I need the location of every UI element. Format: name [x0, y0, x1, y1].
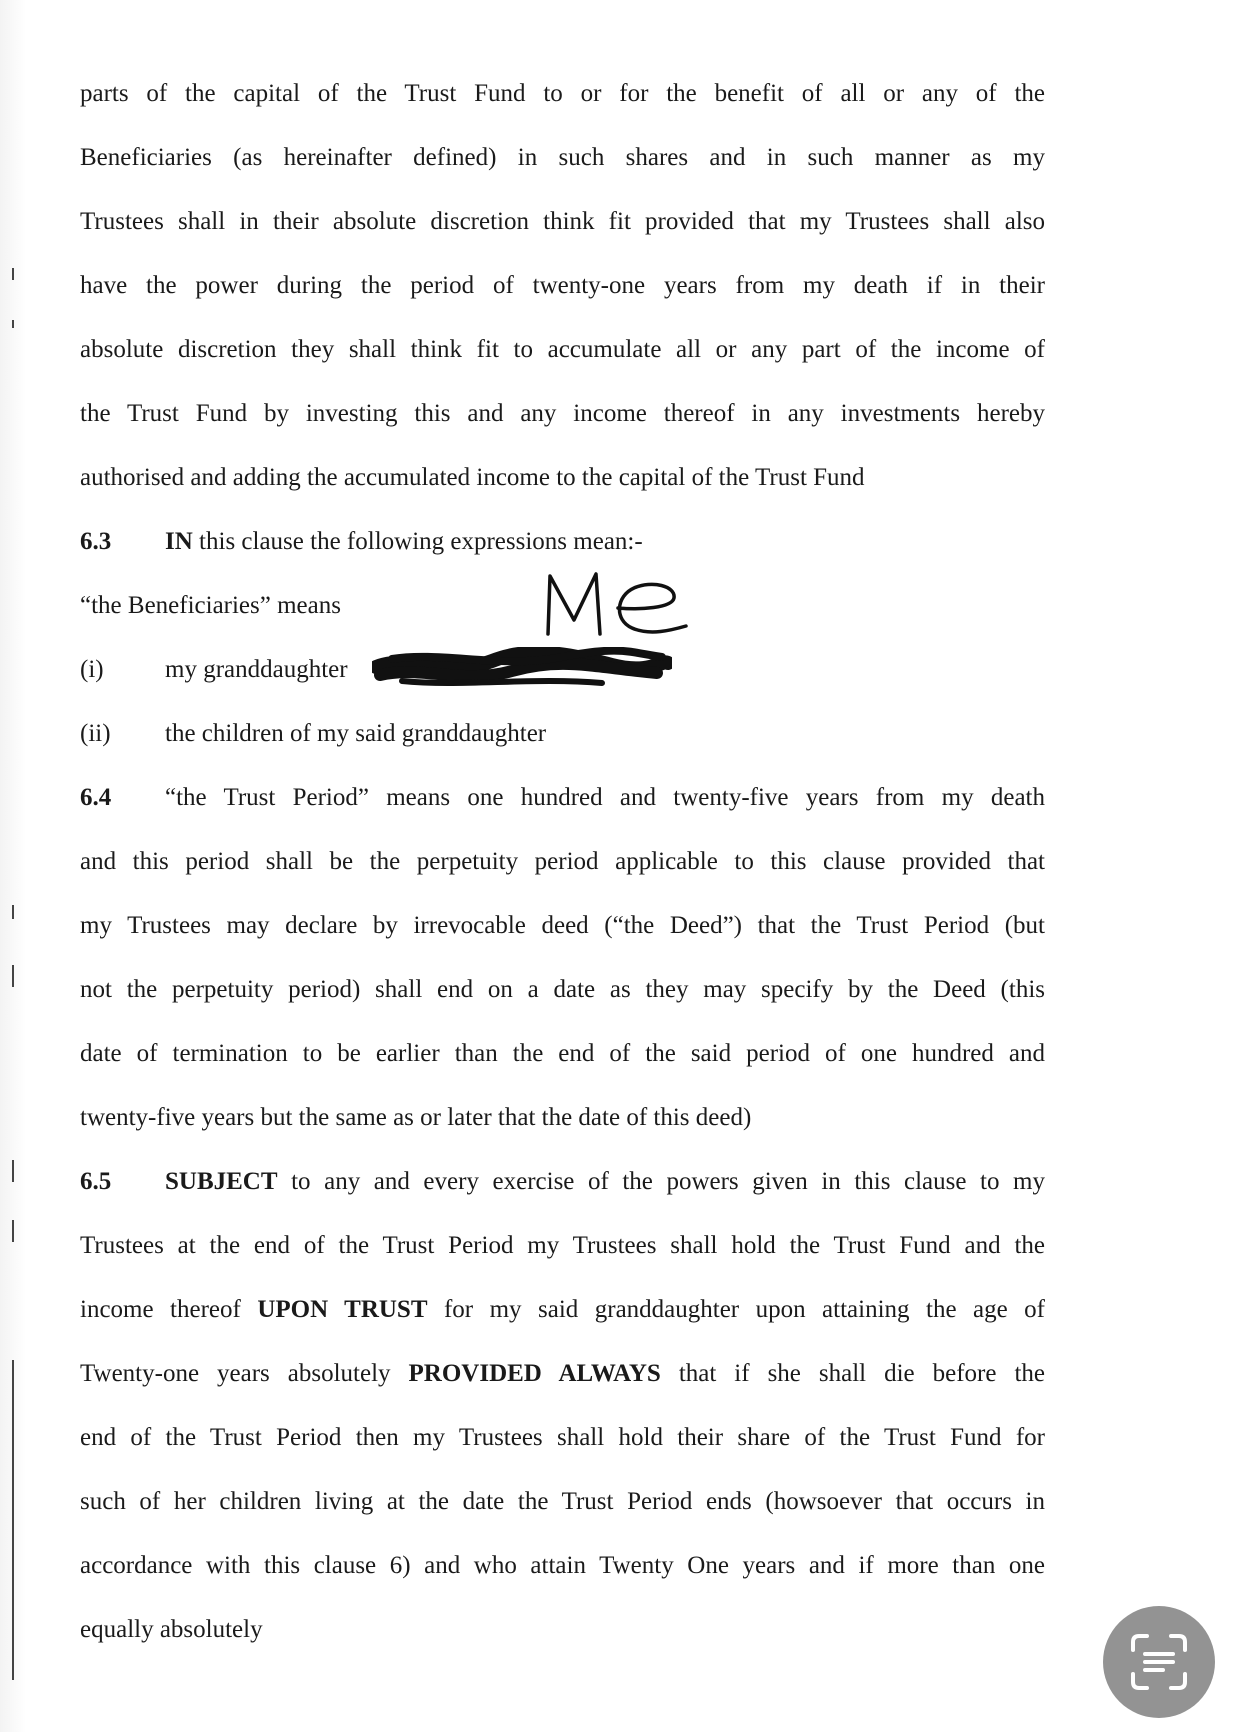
paragraph-line: accordance with this clause 6) and who attain Twenty One years and if more than one [80, 1552, 1045, 1579]
paragraph-line: parts of the capital of the Trust Fund to or for the benefit of all or any of the [80, 80, 1045, 107]
clause-body: this clause the following expressions mean:- [192, 528, 643, 555]
text-run: for my said granddaughter upon attaining the age of [427, 1296, 1045, 1323]
item-number: (i) [80, 656, 104, 683]
clause-body: to any and every exercise of the powers given in this clause to my [277, 1168, 1045, 1195]
paragraph-line: my Trustees may declare by irrevocable deed (“the Deed”) that the Trust Period (but [80, 912, 1045, 939]
clause-number: 6.4 [80, 784, 112, 811]
paragraph-line [80, 1290, 1045, 1330]
item-text: the children of my said granddaughter [165, 720, 547, 747]
scan-left-edge [0, 0, 26, 1732]
clause-text [165, 1162, 1045, 1202]
scan-mark [12, 1160, 14, 1182]
scan-mark [12, 1360, 14, 1680]
paragraph-line: have the power during the period of twenty-one years from my death if in their [80, 272, 1045, 299]
paragraph-line: absolute discretion they shall think fit to accumulate all or any part of the income of [80, 336, 1045, 363]
clause-6-5-heading [80, 1162, 1045, 1202]
paragraph-line [80, 1354, 1045, 1394]
handwriting-me [540, 568, 690, 640]
scan-mark [12, 905, 14, 919]
beneficiary-item [80, 714, 1045, 754]
clause-text [165, 522, 1045, 562]
scan-mark [12, 1220, 14, 1242]
paragraph-line: equally absolutely [80, 1616, 263, 1643]
clause-number: 6.5 [80, 1168, 112, 1195]
scan-text-button[interactable] [1103, 1606, 1215, 1718]
paragraph-line: Beneficiaries (as hereinafter defined) in such shares and in such manner as my [80, 144, 1045, 171]
definition-line: “the Beneficiaries” means [80, 592, 341, 619]
paragraph-line: the Trust Fund by investing this and any income thereof in any investments hereby [80, 400, 1045, 427]
clause-lead: IN [165, 528, 193, 555]
handwritten-annotation [540, 568, 690, 640]
paragraph-line: Trustees shall in their absolute discretion think fit provided that my Trustees shall also [80, 208, 1045, 235]
clause-6-3-heading [80, 522, 1045, 562]
text-run: that if she shall die before the [660, 1360, 1045, 1387]
text-run: income thereof [80, 1296, 258, 1323]
redaction-scribble [372, 647, 672, 689]
clause-number: 6.3 [80, 528, 112, 555]
paragraph-line: twenty-five years but the same as or later that the date of this deed) [80, 1104, 752, 1131]
item-number: (ii) [80, 720, 111, 747]
paragraph-line: such of her children living at the date the Trust Period ends (howsoever that occurs in [80, 1488, 1045, 1515]
paragraph-line: and this period shall be the perpetuity period applicable to this clause provided that [80, 848, 1045, 875]
bold-term: PROVIDED ALWAYS [408, 1360, 661, 1387]
clause-lead: SUBJECT [165, 1168, 278, 1195]
paragraph-line: not the perpetuity period) shall end on a date as they may specify by the Deed (this [80, 976, 1045, 1003]
clause-text: “the Trust Period” means one hundred and twenty-five years from my death [165, 784, 1045, 811]
paragraph-line: date of termination to be earlier than the end of the said period of one hundred and [80, 1040, 1045, 1067]
paragraph-line: Trustees at the end of the Trust Period my Trustees shall hold the Trust Fund and the [80, 1232, 1045, 1259]
scan-mark [12, 965, 14, 987]
clause-6-4-heading [80, 778, 1045, 818]
text-scan-icon [1127, 1630, 1191, 1694]
text-run: Twenty-one years absolutely [80, 1360, 409, 1387]
paragraph-line: authorised and adding the accumulated income to the capital of the Trust Fund [80, 464, 865, 491]
bold-term: UPON TRUST [257, 1296, 428, 1323]
scan-mark [12, 320, 14, 328]
item-text: my granddaughter [165, 656, 348, 683]
scan-mark [12, 268, 14, 280]
paragraph-line: end of the Trust Period then my Trustees shall hold their share of the Trust Fund for [80, 1424, 1045, 1451]
